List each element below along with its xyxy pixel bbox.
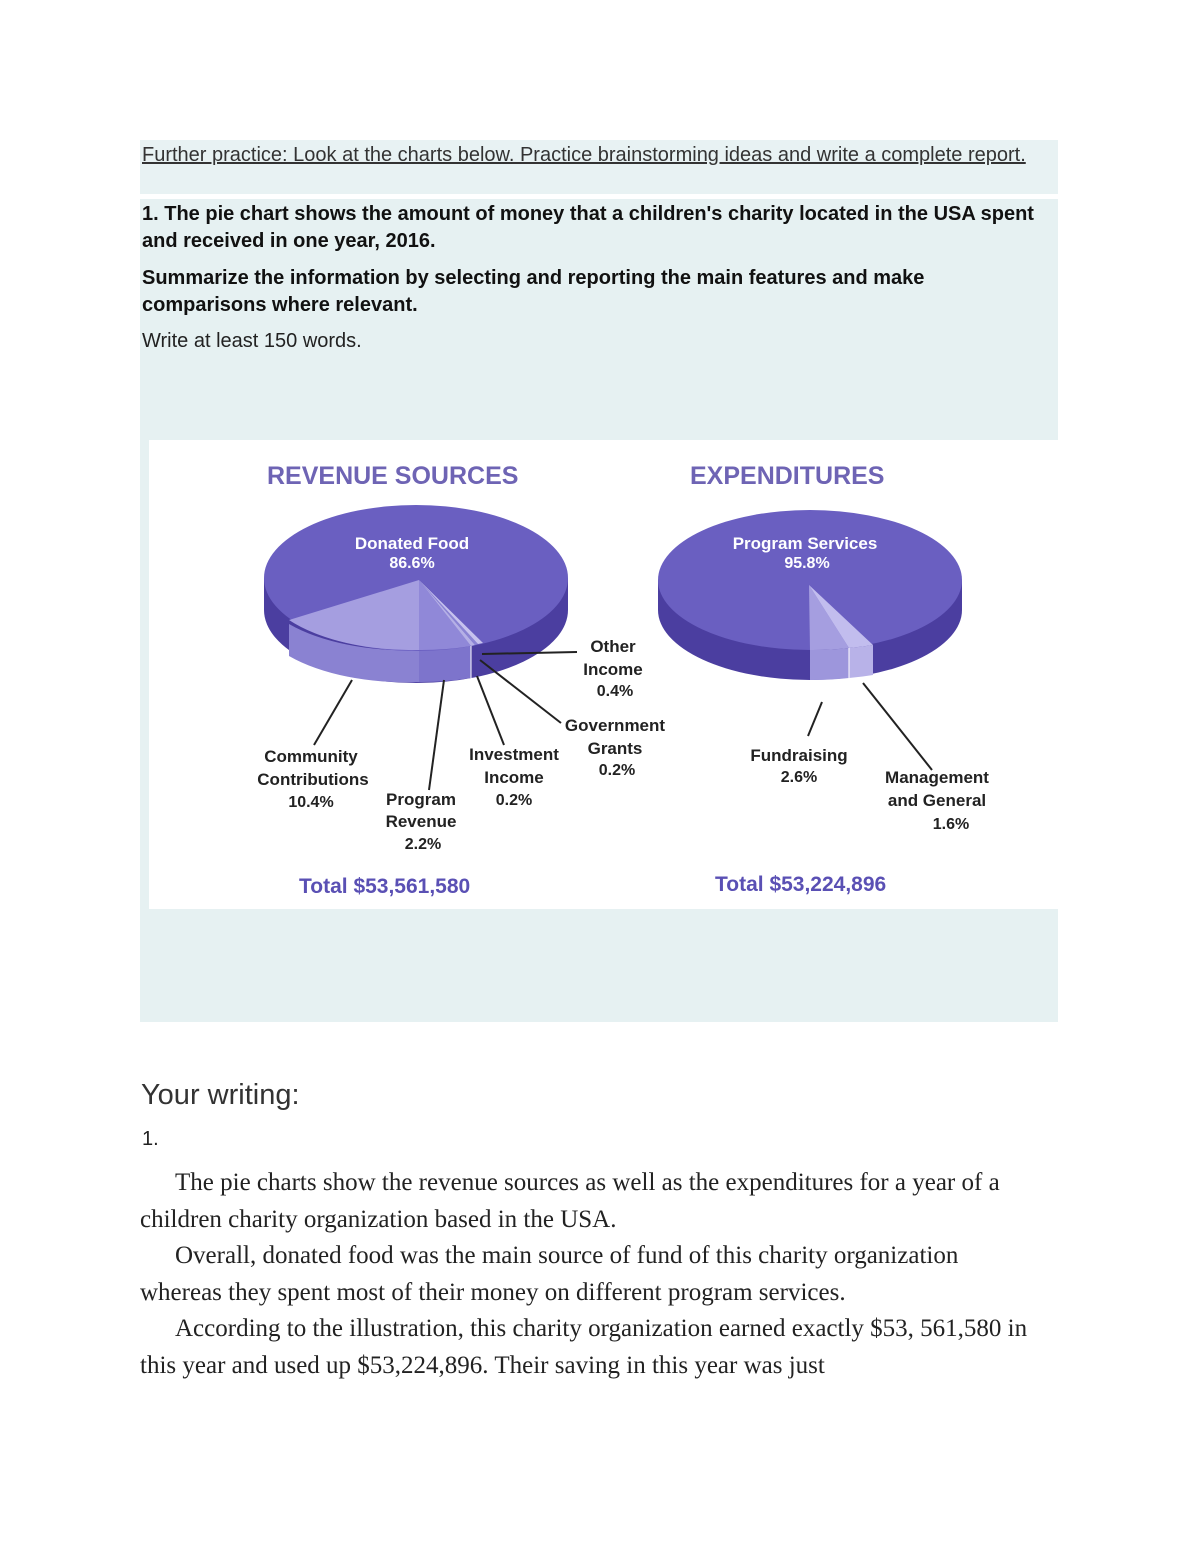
leader-fundraising <box>808 702 822 736</box>
leader-investment <box>477 676 504 745</box>
essay-paragraph-2: Overall, donated food was the main source of fund of this charity organization whereas they spent most of their money on different program services. <box>140 1242 959 1306</box>
label-other-line1: Other <box>590 637 636 656</box>
label-other-line2: Income <box>583 660 643 679</box>
expenditure-slice-fundraising-side <box>810 648 849 680</box>
revenue-slice-program-side <box>419 646 471 682</box>
label-program-line2: Revenue <box>385 812 457 831</box>
leader-management <box>863 683 932 770</box>
value-government: 0.2% <box>598 762 636 779</box>
label-fundraising: Fundraising <box>750 746 848 765</box>
value-other: 0.4% <box>596 683 634 700</box>
pie-charts-figure <box>149 440 1058 909</box>
label-investment-line1: Investment <box>469 745 559 764</box>
label-government-line2: Grants <box>587 739 643 758</box>
value-management: 1.6% <box>932 816 970 833</box>
essay-paragraph-1: The pie charts show the revenue sources as well as the expenditures for a year of a children charity organization based in the USA. <box>140 1169 1000 1233</box>
writing-number: 1. <box>142 1128 159 1150</box>
essay-body[interactable] <box>140 1165 1040 1384</box>
revenue-label-donated-food: Donated Food <box>354 534 470 553</box>
value-fundraising: 2.6% <box>780 769 818 786</box>
essay-paragraph-3: According to the illustration, this charity organization earned exactly $53, 561,580 in this year and used up $53,224,896. Their saving in this year was just <box>140 1315 1028 1379</box>
revenue-total: Total $53,561,580 <box>299 875 471 898</box>
value-program: 2.2% <box>404 836 442 853</box>
expenditure-value-program-services: 95.8% <box>784 555 830 572</box>
task-instruction: Summarize the information by selecting and reporting the main features and make comparisons where relevant. <box>142 267 925 316</box>
label-investment-line2: Income <box>484 768 544 787</box>
revenue-value-donated-food: 86.6% <box>389 555 435 572</box>
label-community-line1: Community <box>264 747 358 766</box>
value-community: 10.4% <box>288 794 334 811</box>
expenditures-title: EXPENDITURES <box>690 462 885 490</box>
intro-link[interactable]: Further practice: Look at the charts below. Practice brainstorming ideas and write a complete report. <box>142 144 1026 166</box>
revenue-title: REVENUE SOURCES <box>267 462 519 490</box>
word-count-requirement: Write at least 150 words. <box>142 330 362 352</box>
leader-community <box>314 680 352 745</box>
task-description: 1. The pie chart shows the amount of money that a children's charity located in the USA spent and received in one year, 2016. <box>142 203 1034 252</box>
expenditures-total: Total $53,224,896 <box>715 873 887 896</box>
label-management-line1: Management <box>885 768 989 787</box>
expenditure-label-program-services: Program Services <box>732 534 878 553</box>
label-program-line1: Program <box>386 790 456 809</box>
label-community-line2: Contributions <box>257 770 369 789</box>
value-investment: 0.2% <box>495 792 533 809</box>
expenditure-slice-management-side <box>849 645 873 678</box>
leader-program <box>429 680 444 790</box>
writing-heading: Your writing: <box>141 1079 300 1111</box>
label-government-line1: Government <box>564 716 666 735</box>
label-management-line2: and General <box>887 791 987 810</box>
